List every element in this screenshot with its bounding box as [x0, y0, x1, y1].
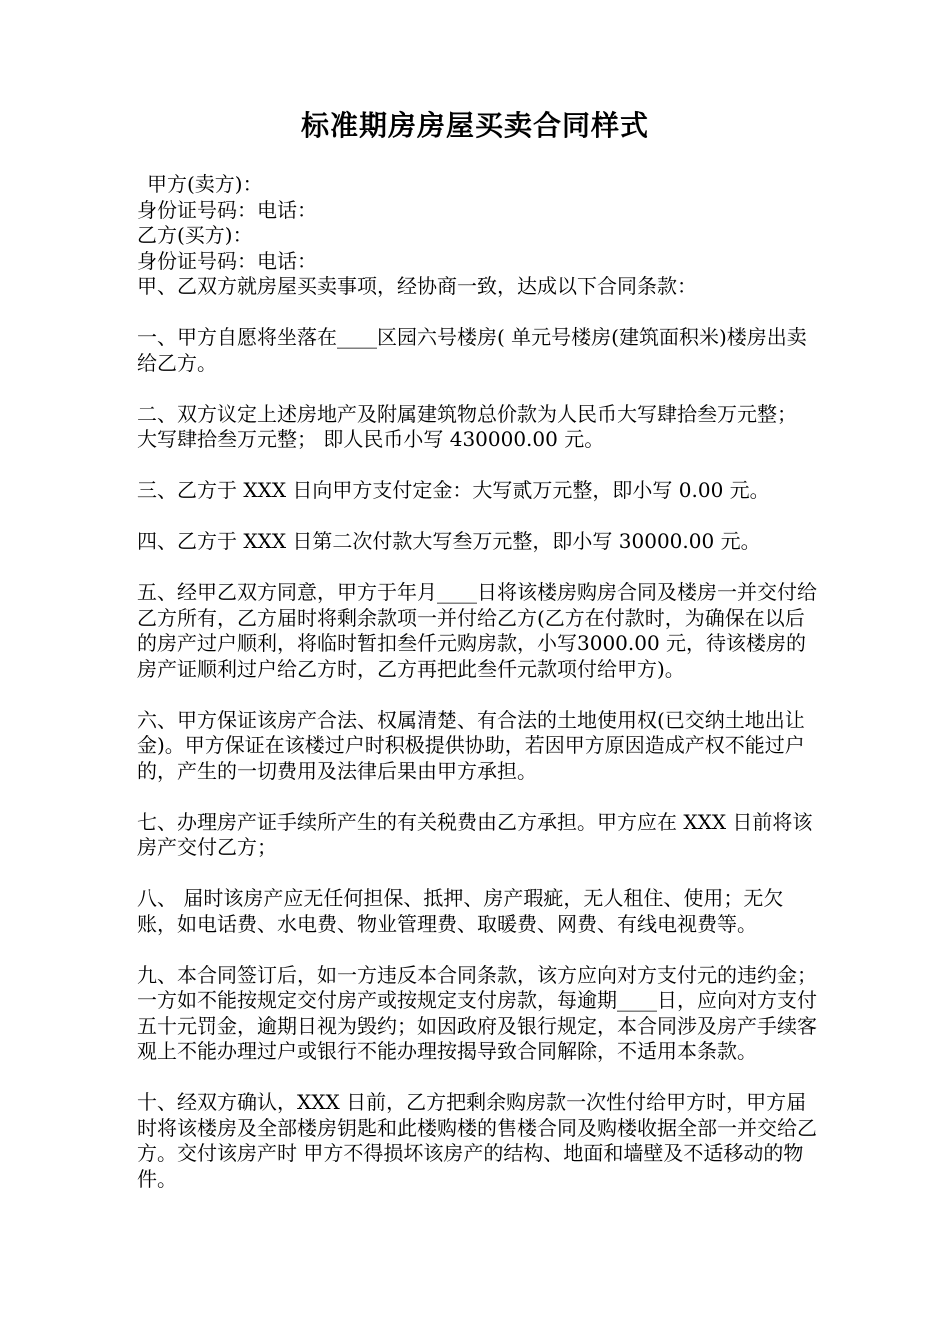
agreement-intro: 甲、乙双方就房屋买卖事项，经协商一致，达成以下合同条款：: [137, 274, 697, 298]
clause-7: [137, 810, 817, 861]
seller-line: 甲方(卖方)：: [147, 172, 263, 196]
clause-text: 七、办理房产证手续所产生的有关税费由乙方承担。甲方应在 XXX 日前将该房产交付乙方；: [137, 809, 813, 859]
seller-id-phone-line: 身份证号码：电话：: [137, 197, 317, 222]
clause-2: [137, 402, 817, 453]
clause-8: [137, 886, 817, 937]
buyer-id-phone-line: 身份证号码：电话：: [137, 248, 317, 273]
clause-text: 三、乙方于 XXX 日向甲方支付定金：大写贰万元整，即小写 0.00 元。: [137, 478, 770, 502]
clause-3: [137, 478, 817, 504]
party-info: [137, 172, 817, 300]
clause-text: 五、经甲乙双方同意，甲方于年月____日将该楼房购房合同及楼房一并交付给乙方所有，乙方届时将剩余款项一并付给乙方(乙方在付款时，为确保在以后的房产过户顺利，将临时暂扣叁仟元购房款，小写3000.00 元，待该楼房的房产证顺利过户给乙方时，乙方再把此叁仟元款项付给甲方)。: [137, 580, 817, 681]
clause-text: 九、本合同签订后，如一方违反本合同条款，该方应向对方支付元的违约金；一方如不能按规定交付房产或按规定支付房款，每逾期____日，应向对方支付五十元罚金，逾期日视为毁约；如因政府及银行规定，本合同涉及房产手续客观上不能办理过户或银行不能办理按揭导致合同解除，不适用本条款。: [137, 962, 817, 1063]
clause-text: 八、 届时该房产应无任何担保、抵押、房产瑕疵，无人租住、使用；无欠账，如电话费、水电费、物业管理费、取暖费、网费、有线电视费等。: [137, 886, 784, 936]
clause-4: [137, 529, 817, 555]
document-title: 标准期房房屋买卖合同样式: [300, 109, 649, 142]
document-body: [137, 172, 817, 1218]
spacer: [137, 300, 817, 326]
clause-text: 四、乙方于 XXX 日第二次付款大写叁万元整，即小写 30000.00 元。: [137, 529, 761, 553]
buyer-line: 乙方(买方)：: [137, 223, 253, 247]
clause-text: 二、双方议定上述房地产及附属建筑物总价款为人民币大写肆拾叁万元整； 大写肆拾叁万元整； 即人民币小写 430000.00 元。: [137, 401, 797, 451]
clause-text: 六、甲方保证该房产合法、权属清楚、有合法的土地使用权(已交纳土地出让金)。甲方保证在该楼过户时积极提供协助，若因甲方原因造成产权不能过户的，产生的一切费用及法律后果由甲方承担。: [137, 707, 805, 783]
clause-text: 十、经双方确认，XXX 日前，乙方把剩余购房款一次性付给甲方时，甲方届时将该楼房及全部楼房钥匙和此楼购楼的售楼合同及购楼收据全部一并交给乙方。交付该房产时 甲方不得损坏该房产的结构、地面和墙壁及不适移动的物件。: [137, 1090, 817, 1191]
clause-6: [137, 708, 817, 785]
clause-10: [137, 1090, 817, 1192]
clause-text: 一、甲方自愿将坐落在____区园六号楼房( 单元号楼房(建筑面积米)楼房出卖给乙方。: [137, 325, 807, 375]
clause-1: [137, 325, 817, 376]
clause-9: [137, 963, 817, 1065]
clause-5: [137, 580, 817, 682]
